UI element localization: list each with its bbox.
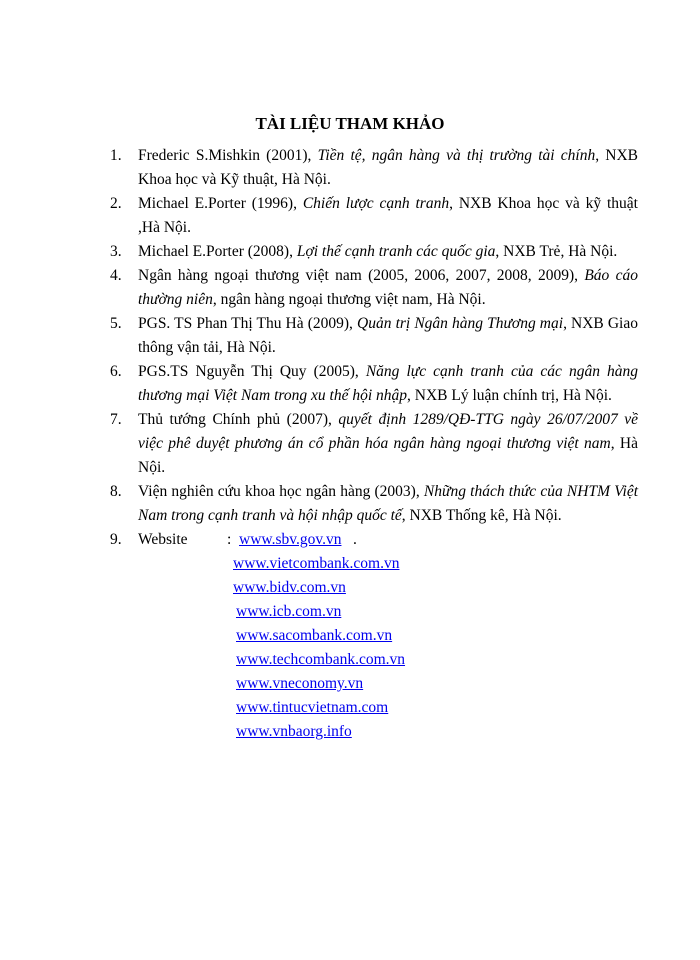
website-row: [110, 576, 638, 600]
website-row: [110, 720, 638, 744]
website-colon: :: [227, 531, 232, 548]
reference-item: [110, 192, 638, 240]
website-link-tintucvietnam[interactable]: www.tintucvietnam.com: [236, 699, 389, 716]
website-row: [110, 624, 638, 648]
reference-number: 9.: [110, 531, 122, 548]
reference-publisher: , NXB Khoa học và Kỹ thuật, Hà Nội.: [138, 147, 638, 188]
reference-title: Những thách thức của NHTM Việt Nam trong cạnh tranh và hội nhập quốc tế: [138, 483, 638, 524]
reference-author: Michael E.Porter (1996),: [138, 195, 303, 212]
reference-item: [110, 312, 638, 360]
reference-number: 3.: [110, 243, 122, 260]
website-link-vnbaorg[interactable]: www.vnbaorg.info: [236, 723, 352, 740]
website-row: [110, 552, 638, 576]
reference-title: Năng lực cạnh tranh của các ngân hàng thương mại Việt Nam trong xu thế hội nhập: [138, 363, 638, 404]
reference-number: 5.: [110, 315, 122, 332]
reference-author: Ngân hàng ngoại thương việt nam (2005, 2006, 2007, 2008, 2009),: [138, 267, 585, 284]
website-row: [110, 648, 638, 672]
reference-number: 1.: [110, 147, 122, 164]
reference-number: 8.: [110, 483, 122, 500]
website-row: [110, 672, 638, 696]
reference-item: [110, 360, 638, 408]
reference-item: [110, 408, 638, 480]
website-row: [110, 600, 638, 624]
reference-title: Tiền tệ, ngân hàng và thị trường tài chính: [317, 147, 596, 164]
reference-publisher: , Hà Nội.: [138, 435, 638, 476]
website-link-techcombank[interactable]: www.techcombank.com.vn: [236, 651, 406, 668]
reference-title: Báo cáo thường niên: [138, 267, 639, 308]
reference-title: Quản trị Ngân hàng Thương mại: [357, 315, 564, 332]
website-label: Website: [138, 531, 188, 548]
reference-publisher: , NXB Khoa học và kỹ thuật ,Hà Nội.: [138, 195, 638, 236]
reference-title: Chiến lược cạnh tranh: [302, 195, 450, 212]
reference-author: Frederic S.Mishkin (2001),: [138, 147, 318, 164]
reference-number: 6.: [110, 363, 122, 380]
website-link-vneconomy[interactable]: www.vneconomy.vn: [236, 675, 364, 692]
website-link-vietcombank[interactable]: www.vietcombank.com.vn: [233, 555, 400, 572]
reference-item: [110, 240, 638, 264]
reference-item: [110, 264, 638, 312]
reference-author: Viện nghiên cứu khoa học ngân hàng (2003),: [138, 483, 424, 500]
reference-number: 7.: [110, 411, 122, 428]
website-link-bidv[interactable]: www.bidv.com.vn: [233, 579, 346, 596]
reference-publisher: , NXB Trẻ, Hà Nội.: [495, 243, 618, 260]
reference-author: PGS. TS Phan Thị Thu Hà (2009),: [138, 315, 358, 332]
reference-publisher: , ngân hàng ngoại thương việt nam, Hà Nội.: [212, 291, 486, 308]
website-row: [110, 696, 638, 720]
reference-publisher: , NXB Lý luận chính trị, Hà Nội.: [407, 387, 612, 404]
reference-title: quyết định 1289/QĐ-TTG ngày 26/07/2007 về việc phê duyệt phương án cổ phần hóa ngân hàng ngoại thương việt nam: [138, 411, 638, 452]
reference-publisher: , NXB Thống kê, Hà Nội.: [401, 507, 562, 524]
reference-list: [110, 144, 638, 744]
page-title: TÀI LIỆU THAM KHẢO: [255, 114, 445, 133]
reference-author: Thủ tướng Chính phủ (2007),: [138, 411, 339, 428]
reference-title: Lợi thế cạnh tranh các quốc gia: [296, 243, 496, 260]
reference-publisher: , NXB Giao thông vận tải, Hà Nội.: [138, 315, 638, 356]
link-suffix: .: [353, 531, 357, 548]
reference-number: 2.: [110, 195, 122, 212]
reference-item: [110, 480, 638, 528]
website-link-sbv[interactable]: www.sbv.gov.vn: [239, 531, 342, 548]
reference-number: 4.: [110, 267, 122, 284]
website-link-sacombank[interactable]: www.sacombank.com.vn: [236, 627, 393, 644]
website-row: [110, 528, 638, 552]
reference-author: PGS.TS Nguyễn Thị Quy (2005),: [138, 363, 366, 380]
reference-author: Michael E.Porter (2008),: [138, 243, 297, 260]
website-link-icb[interactable]: www.icb.com.vn: [236, 603, 342, 620]
reference-item: [110, 144, 638, 192]
